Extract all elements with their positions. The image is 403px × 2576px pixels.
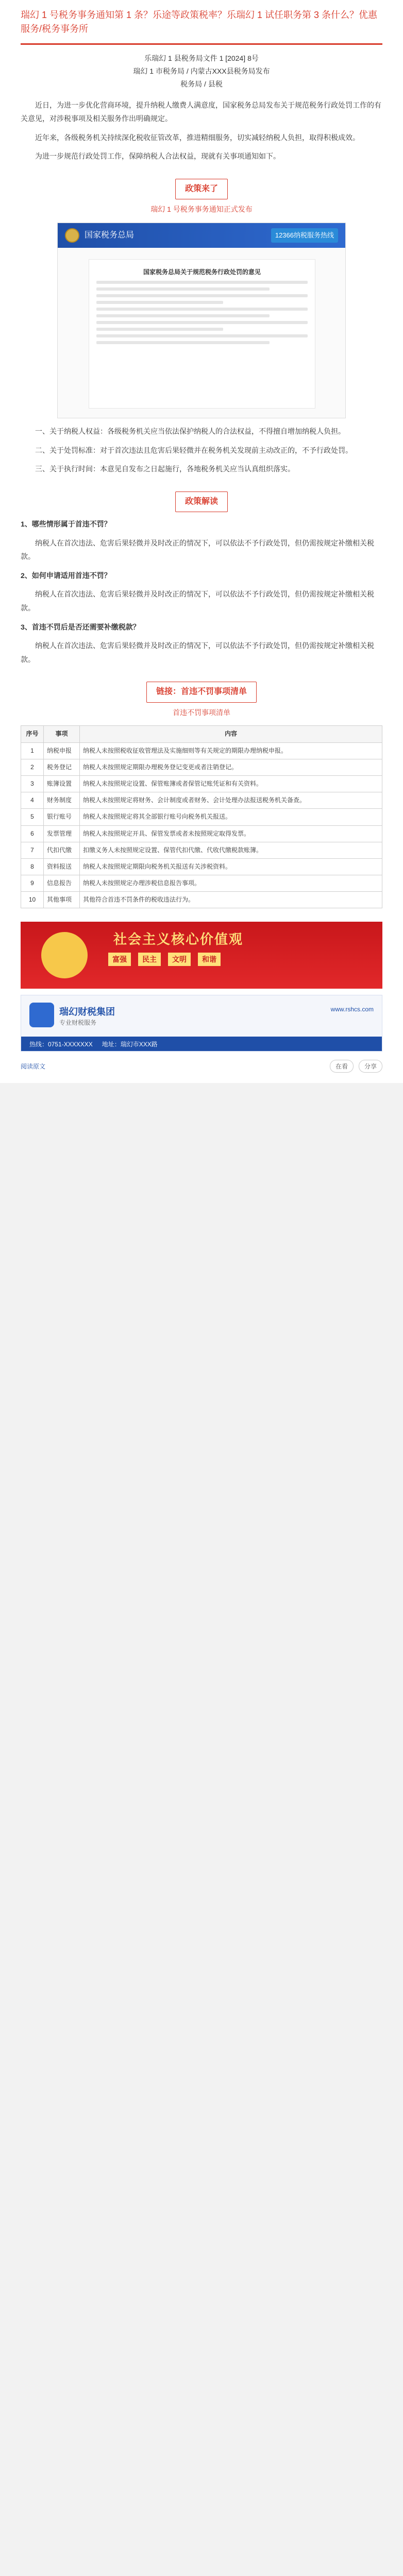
item-name: 信息报告	[44, 875, 80, 892]
value-word: 民主	[138, 953, 161, 966]
item-name: 账簿设置	[44, 775, 80, 792]
item-name: 银行账号	[44, 809, 80, 825]
answer-paragraph: 纳税人在首次违法、危害后果轻微并及时改正的情况下，可以依法不予行政处罚，但仍需按规定补缴相关税款。	[21, 538, 374, 561]
banner-title: 社会主义核心价值观	[113, 931, 244, 947]
row-number: 9	[21, 875, 44, 892]
row-number: 10	[21, 892, 44, 908]
column-header: 序号	[21, 726, 44, 742]
intro-paragraph: 近年来，各级税务机关持续深化税收征管改革，推进精细服务，切实减轻纳税人负担，取得积极成效。	[35, 133, 360, 142]
item-name: 纳税申报	[44, 742, 80, 759]
section-interpretation-heading	[21, 492, 382, 512]
item-content: 纳税人未按照规定开具、保管发票或者未按照规定取得发票。	[80, 825, 382, 842]
doc-header-line2: 瑞幻 1 市税务局 / 内蒙古XXX县税务局发布	[133, 67, 270, 76]
text-line	[96, 301, 223, 304]
row-number: 3	[21, 775, 44, 792]
hotline-badge: 12366纳税服务热线	[271, 228, 338, 243]
item-name: 财务制度	[44, 792, 80, 809]
text-line	[96, 341, 270, 344]
answer-paragraph: 纳税人在首次违法、危害后果轻微并及时改正的情况下，可以依法不予行政处罚，但仍需按规定补缴相关税款。	[21, 641, 374, 664]
item-content: 纳税人未按照规定设置、保管账簿或者保管记账凭证和有关资料。	[80, 775, 382, 792]
text-line	[96, 314, 270, 317]
company-site[interactable]: www.rshcs.com	[330, 1006, 374, 1013]
text-line	[96, 281, 308, 284]
section-sub: 瑞幻 1 号税务事务通知正式发布	[150, 205, 253, 214]
row-number: 4	[21, 792, 44, 809]
value-word: 富强	[108, 953, 131, 966]
row-number: 8	[21, 858, 44, 875]
text-line	[96, 334, 308, 337]
first-offense-table	[21, 725, 382, 908]
row-number: 7	[21, 842, 44, 858]
intro-paragraph: 近日，为进一步优化营商环境，提升纳税人缴费人满意度，国家税务总局发布关于规范税务行政处罚工作的有关意见，对涉税事项及相关服务作出明确规定。	[21, 100, 381, 123]
item-name: 发票管理	[44, 825, 80, 842]
company-sub: 专业财税服务	[59, 1019, 97, 1027]
table-row	[21, 858, 382, 875]
item-content: 扣缴义务人未按照规定设置、保管代扣代缴、代收代缴税款账簿。	[80, 842, 382, 858]
question-heading: 3、首违不罚后是否还需要补缴税款？	[21, 622, 140, 631]
table-header-row	[21, 726, 382, 742]
table-body	[21, 742, 382, 908]
table-row	[21, 775, 382, 792]
article-footer	[0, 1052, 403, 1083]
column-header: 内容	[80, 726, 382, 742]
row-number: 1	[21, 742, 44, 759]
text-line	[96, 294, 308, 297]
banner-title: 国家税务总局	[85, 230, 135, 240]
table-row	[21, 842, 382, 858]
body-paragraph: 一、关于纳税人权益：各级税务机关应当依法保护纳税人的合法权益，不得擅自增加纳税人负担。	[35, 427, 345, 435]
section-pill: 政策来了	[175, 179, 228, 199]
table-row	[21, 792, 382, 809]
company-name: 瑞幻财税集团	[59, 1007, 115, 1018]
value-word: 和谐	[198, 953, 221, 966]
item-content: 纳税人未按照规定期限向税务机关报送有关涉税资料。	[80, 858, 382, 875]
section-pill: 链接：首违不罚事项清单	[146, 682, 257, 702]
text-line	[96, 308, 308, 311]
row-number: 5	[21, 809, 44, 825]
item-content: 纳税人未按照规定将财务、会计制度或者财务、会计处理办法报送税务机关备查。	[80, 792, 382, 809]
item-name: 资料报送	[44, 858, 80, 875]
read-original-link[interactable]: 阅读原文	[21, 1063, 46, 1071]
table-row	[21, 892, 382, 908]
official-document-image[interactable]	[57, 223, 346, 418]
text-line	[96, 321, 308, 324]
values-words	[108, 953, 221, 966]
contact-address: 地址：瑞幻市XXX路	[102, 1040, 158, 1048]
section-pill: 政策解读	[175, 492, 228, 512]
doc-header-line1: 乐瑞幻 1 县税务局文件 1 [2024] 8号	[144, 54, 259, 62]
table-row	[21, 875, 382, 892]
company-logo-icon	[29, 1003, 54, 1027]
title-divider	[21, 43, 382, 45]
section-list-heading	[21, 682, 382, 719]
answer-paragraph: 纳税人在首次违法、危害后果轻微并及时改正的情况下，可以依法不予行政处罚，但仍需按规定补缴相关税款。	[21, 590, 374, 613]
document-body	[89, 259, 315, 409]
section-policy-heading	[21, 179, 382, 216]
core-values-banner[interactable]	[21, 922, 382, 989]
column-header: 事项	[44, 726, 80, 742]
question-heading: 1、哪些情形属于首违不罚？	[21, 520, 111, 529]
tax-bureau-banner	[58, 223, 345, 248]
row-number: 6	[21, 825, 44, 842]
company-banner[interactable]	[21, 995, 382, 1052]
doc-header-line3: 税务局 / 县税	[180, 80, 223, 89]
item-name: 其他事项	[44, 892, 80, 908]
company-contact-bar	[21, 1037, 382, 1051]
contact-phone: 热线：0751-XXXXXXX	[29, 1040, 93, 1048]
table-row	[21, 825, 382, 842]
item-content: 纳税人未按照规定期限办理税务登记变更或者注销登记。	[80, 759, 382, 775]
body-paragraph: 二、关于处罚标准：对于首次违法且危害后果轻微并在税务机关发现前主动改正的，不予行政处罚。	[35, 446, 352, 454]
item-content: 其他符合首违不罚条件的税收违法行为。	[80, 892, 382, 908]
table-row	[21, 809, 382, 825]
value-word: 文明	[168, 953, 191, 966]
section-sub: 首违不罚事项清单	[173, 708, 230, 717]
item-content: 纳税人未按照规定将其全部银行账号向税务机关报送。	[80, 809, 382, 825]
share-button[interactable]: 分享	[359, 1060, 382, 1073]
item-name: 税务登记	[44, 759, 80, 775]
item-name: 代扣代缴	[44, 842, 80, 858]
like-button[interactable]: 在看	[330, 1060, 354, 1073]
table-row	[21, 759, 382, 775]
article-title: 瑞幻 1 号税务事务通知第 1 条？乐途等政策税率？乐瑞幻 1 试任职务第 3 条什么？优惠服务/税务事务所	[0, 0, 403, 41]
row-number: 2	[21, 759, 44, 775]
text-line	[96, 328, 223, 331]
body-paragraph: 三、关于执行时间：本意见自发布之日起施行，各地税务机关应当认真组织落实。	[35, 465, 295, 473]
question-heading: 2、如何申请适用首违不罚？	[21, 571, 111, 580]
document-title: 国家税务总局关于规范税务行政处罚的意见	[143, 268, 261, 276]
item-content: 纳税人未按照税收征收管理法及实施细则等有关规定的期限办理纳税申报。	[80, 742, 382, 759]
doc-header	[21, 52, 382, 91]
article-page	[0, 0, 403, 1083]
national-emblem-icon	[65, 228, 79, 243]
article-content	[0, 52, 403, 908]
text-line	[96, 287, 270, 291]
emblem-icon	[41, 932, 88, 978]
item-content: 纳税人未按照规定办理涉税信息报告事项。	[80, 875, 382, 892]
table-row	[21, 742, 382, 759]
intro-paragraph: 为进一步规范行政处罚工作，保障纳税人合法权益，现就有关事项通知如下。	[35, 152, 280, 161]
